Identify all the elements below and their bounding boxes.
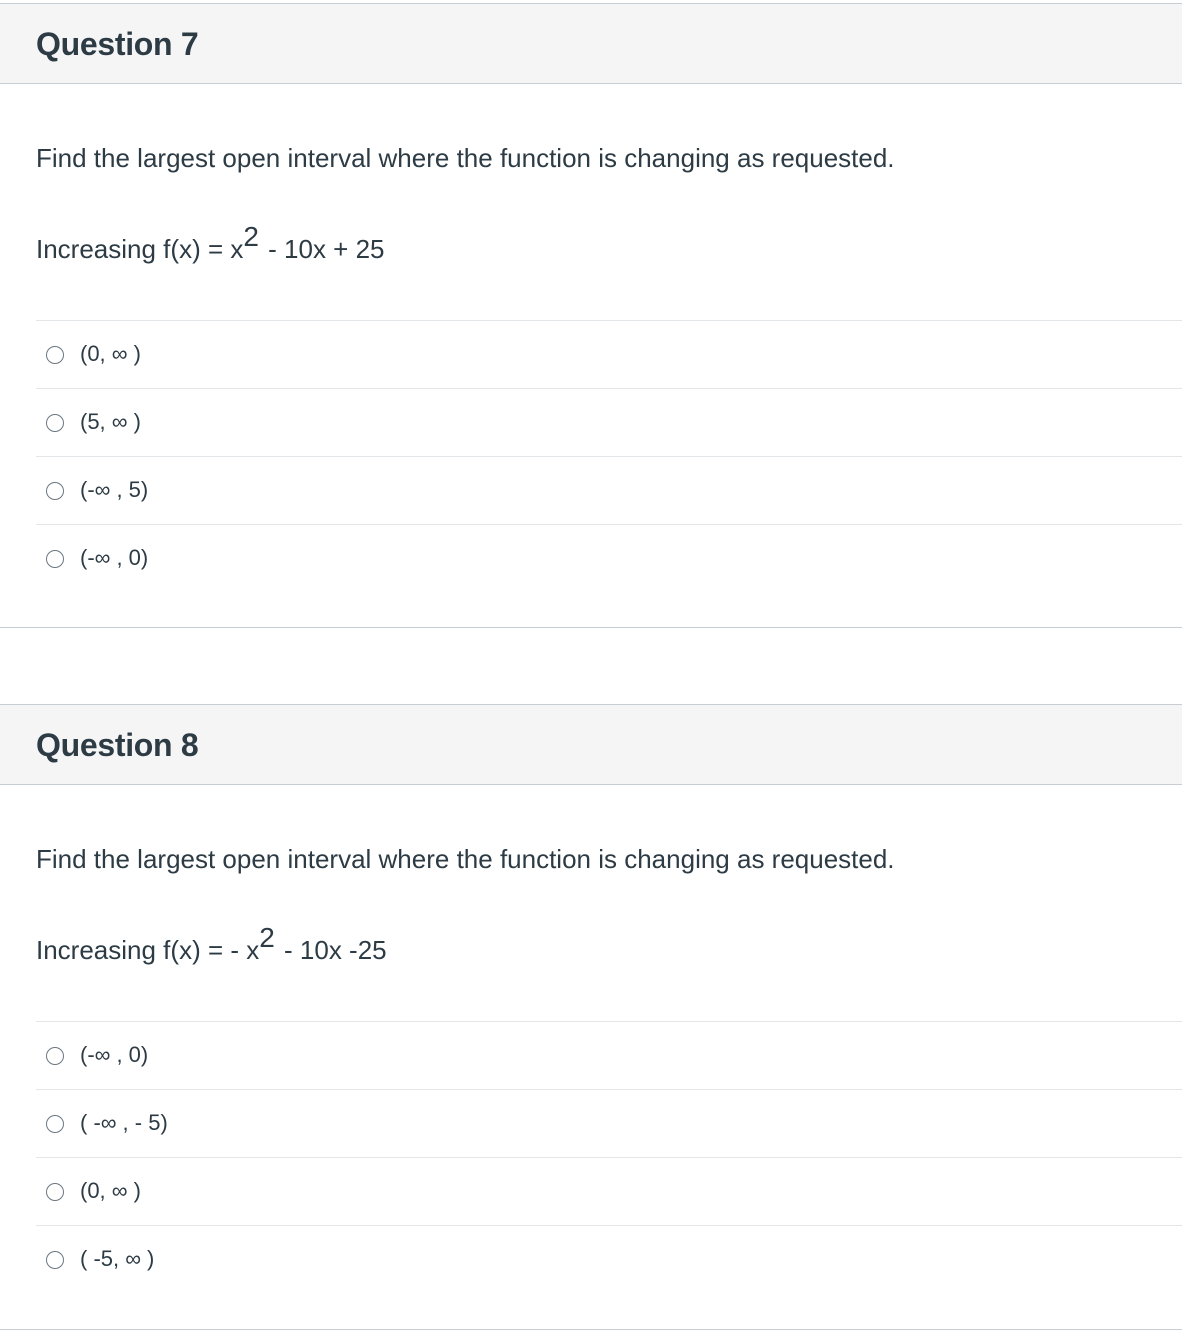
answer-label[interactable]: ( -∞ , - 5) [80,1110,168,1135]
answer-option[interactable] [36,1022,1182,1090]
question-function [36,922,387,966]
answer-label[interactable]: (-∞ , 0) [80,1042,149,1067]
function-suffix: - 10x + 25 [260,234,385,264]
question-header [0,704,1182,785]
answer-option[interactable] [36,457,1182,525]
answer-option[interactable] [36,1158,1182,1226]
answer-option[interactable] [36,389,1182,457]
answer-list [36,1021,1182,1293]
radio-button[interactable] [46,1047,64,1065]
answer-list [36,320,1182,592]
answer-label[interactable]: (-∞ , 0) [80,545,149,570]
question-8 [0,704,1182,1330]
answer-option[interactable] [36,1226,1182,1293]
function-prefix: Increasing f(x) = x [36,234,244,264]
radio-button[interactable] [46,550,64,568]
function-exponent: 2 [243,221,259,252]
answer-label[interactable]: (5, ∞ ) [80,409,141,434]
answer-label[interactable]: (0, ∞ ) [80,1178,141,1203]
answer-option[interactable] [36,525,1182,592]
answer-option[interactable] [36,321,1182,389]
radio-button[interactable] [46,1183,64,1201]
function-exponent: 2 [259,922,275,953]
question-prompt: Find the largest open interval where the function is changing as requested. [36,844,895,874]
question-title: Question 8 [36,727,199,763]
radio-button[interactable] [46,1251,64,1269]
radio-button[interactable] [46,346,64,364]
answer-label[interactable]: (0, ∞ ) [80,341,141,366]
function-suffix: - 10x -25 [276,935,387,965]
question-7 [0,3,1182,628]
radio-button[interactable] [46,1115,64,1133]
question-title: Question 7 [36,26,199,62]
answer-option[interactable] [36,1090,1182,1158]
question-header [0,3,1182,84]
answer-label[interactable]: (-∞ , 5) [80,477,149,502]
question-prompt: Find the largest open interval where the function is changing as requested. [36,143,895,173]
radio-button[interactable] [46,482,64,500]
radio-button[interactable] [46,414,64,432]
answer-label[interactable]: ( -5, ∞ ) [80,1246,155,1271]
question-function [36,221,385,265]
function-prefix: Increasing f(x) = - x [36,935,260,965]
